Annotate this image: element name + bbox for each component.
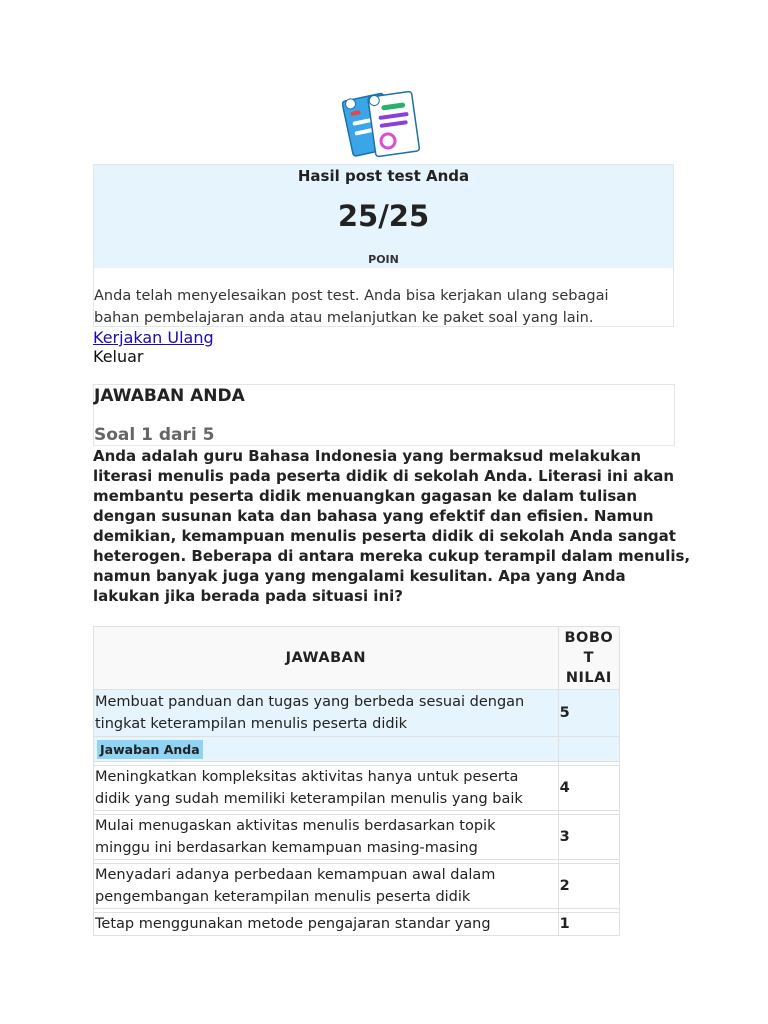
answer-text-line: Membuat panduan dan tugas yang berbeda sesuai dengan — [95, 694, 525, 710]
answers-header — [93, 384, 675, 446]
exit-link[interactable]: Keluar — [93, 347, 144, 366]
score-header-line: NILAI — [565, 670, 612, 686]
answer-text-line: minggu ini berdasarkan kemampuan masing-masing — [95, 840, 478, 856]
question-text: Anda adalah guru Bahasa Indonesia yang bermaksud melakukan literasi menulis pada peserta didik di sekolah Anda. Literasi ini akan membantu peserta didik menuangkan gagasan ke dalam tulisan dengan susunan kata dan bahasa yang efektif dan efisien. Namun demikian, kemampuan menulis peserta didik di sekolah Anda sangat heterogen. Beberapa di antara mereka cukup terampil dalam menulis, namun banyak juga yang mengalami kesulitan. Apa yang Anda lakukan jika berada pada situasi ini? — [93, 447, 691, 605]
retry-link[interactable]: Kerjakan Ulang — [93, 328, 214, 347]
answer-option — [94, 690, 559, 737]
result-title: Hasil post test Anda — [297, 167, 470, 185]
your-answer-badge: Jawaban Anda — [97, 740, 203, 759]
answers-heading: JAWABAN ANDA — [94, 386, 245, 406]
score-value: 3 — [558, 815, 619, 860]
table-row — [94, 913, 620, 936]
your-answer-row — [94, 737, 620, 762]
column-header-score — [558, 627, 619, 690]
result-header — [94, 165, 673, 268]
result-score: 25/25 — [337, 199, 430, 233]
answer-text-line: Tetap menggunakan metode pengajaran standar yang — [95, 916, 491, 932]
empty-cell — [558, 737, 619, 762]
score-value: 1 — [558, 913, 619, 936]
result-card — [93, 164, 674, 327]
answer-text-line: Meningkatkan kompleksitas aktivitas hanya untuk peserta — [95, 769, 519, 785]
score-value: 2 — [558, 864, 619, 909]
question-count: Soal 1 dari 5 — [94, 425, 215, 445]
answer-text-line: Mulai menugaskan aktivitas menulis berdasarkan topik — [95, 818, 496, 834]
result-unit: POIN — [368, 253, 399, 266]
table-row — [94, 815, 620, 860]
answer-option — [94, 913, 559, 936]
answers-table — [93, 626, 620, 936]
answer-option — [94, 864, 559, 909]
your-answer-cell — [94, 737, 559, 762]
answer-text-line: didik yang sudah memiliki keterampilan menulis yang baik — [95, 791, 523, 807]
answer-text-line: pengembangan keterampilan menulis peserta didik — [95, 889, 471, 905]
score-header-line: BOBO — [564, 630, 614, 646]
result-description: Anda telah menyelesaikan post test. Anda bisa kerjakan ulang sebagai bahan pembelajaran anda atau melanjutkan ke paket soal yang lain. — [94, 288, 609, 326]
table-header-row — [94, 627, 620, 690]
answer-text-line: Menyadari adanya perbedaan kemampuan awal dalam — [95, 867, 496, 883]
column-header-answer: JAWABAN — [94, 627, 559, 690]
answer-option — [94, 766, 559, 811]
table-row — [94, 766, 620, 811]
answer-option — [94, 815, 559, 860]
score-value: 4 — [558, 766, 619, 811]
score-header-line: T — [583, 650, 595, 666]
table-row — [94, 690, 620, 737]
table-row — [94, 864, 620, 909]
documents-icon — [342, 88, 426, 164]
answer-text-line: tingkat keterampilan menulis peserta didik — [95, 716, 408, 732]
score-value: 5 — [558, 690, 619, 737]
